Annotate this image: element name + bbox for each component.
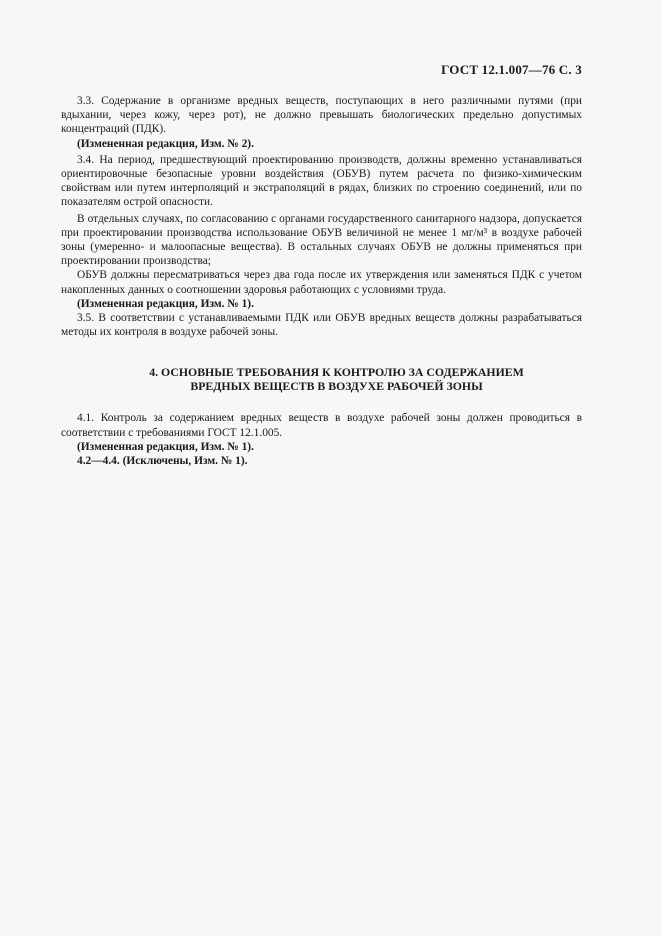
document-body xyxy=(61,94,582,468)
clause-3-4-review: ОБУВ должны пересматриваться через два года после их утверждения или заменяться ПДК с учетом накопленных данных о соотношении здоровья работающих с условиями труда. xyxy=(61,269,582,296)
clause-3-3: 3.3. Содержание в организме вредных веществ, поступающих в него различными путями (при вдыхании, через кожу, через рот), не должно превышать биологических предельно допустимых концентраций (ПДК). xyxy=(61,95,582,136)
amendment-note: (Измененная редакция, Изм. № 1). xyxy=(77,440,254,453)
section-4-heading-line-1: 4. ОСНОВНЫЕ ТРЕБОВАНИЯ К КОНТРОЛЮ ЗА СОДЕРЖАНИЕМ xyxy=(149,365,524,380)
clause-3-5: 3.5. В соответствии с устанавливаемыми ПДК или ОБУВ вредных веществ должны разрабатываться методы их контроля в воздухе рабочей зоны. xyxy=(61,312,582,339)
clause-4-1: 4.1. Контроль за содержанием вредных веществ в воздухе рабочей зоны должен проводиться в соответствии с требованиями ГОСТ 12.1.005. xyxy=(61,412,582,439)
section-4-heading-line-2: ВРЕДНЫХ ВЕЩЕСТВ В ВОЗДУХЕ РАБОЧЕЙ ЗОНЫ xyxy=(190,379,483,394)
amendment-note: (Измененная редакция, Изм. № 2). xyxy=(77,137,254,150)
clause-3-4-special-cases: В отдельных случаях, по согласованию с органами государственного санитарного надзора, допускается при проектировании производства использование ОБУВ величиной не менее 1 мг/м³ в воздухе рабочей зоны (умеренно- и малоопасные вещества). В остальных случаях ОБУВ не должны применяться при проектировании производства; xyxy=(61,212,582,268)
page-header: ГОСТ 12.1.007—76 С. 3 xyxy=(441,62,582,77)
clauses-4-2-4-4-excluded: 4.2—4.4. (Исключены, Изм. № 1). xyxy=(77,455,248,468)
clause-3-4: 3.4. На период, предшествующий проектированию производств, должны временно устанавливаться ориентировочные безопасные уровни воздействия (ОБУВ) путем расчета по физико-химическим свойствам или путем интерполяций и экстраполяций в рядах, близких по строению соединений, или по показателям острой опасности. xyxy=(61,153,582,209)
section-4-heading xyxy=(61,365,582,393)
amendment-note: (Измененная редакция, Изм. № 1). xyxy=(77,297,254,310)
